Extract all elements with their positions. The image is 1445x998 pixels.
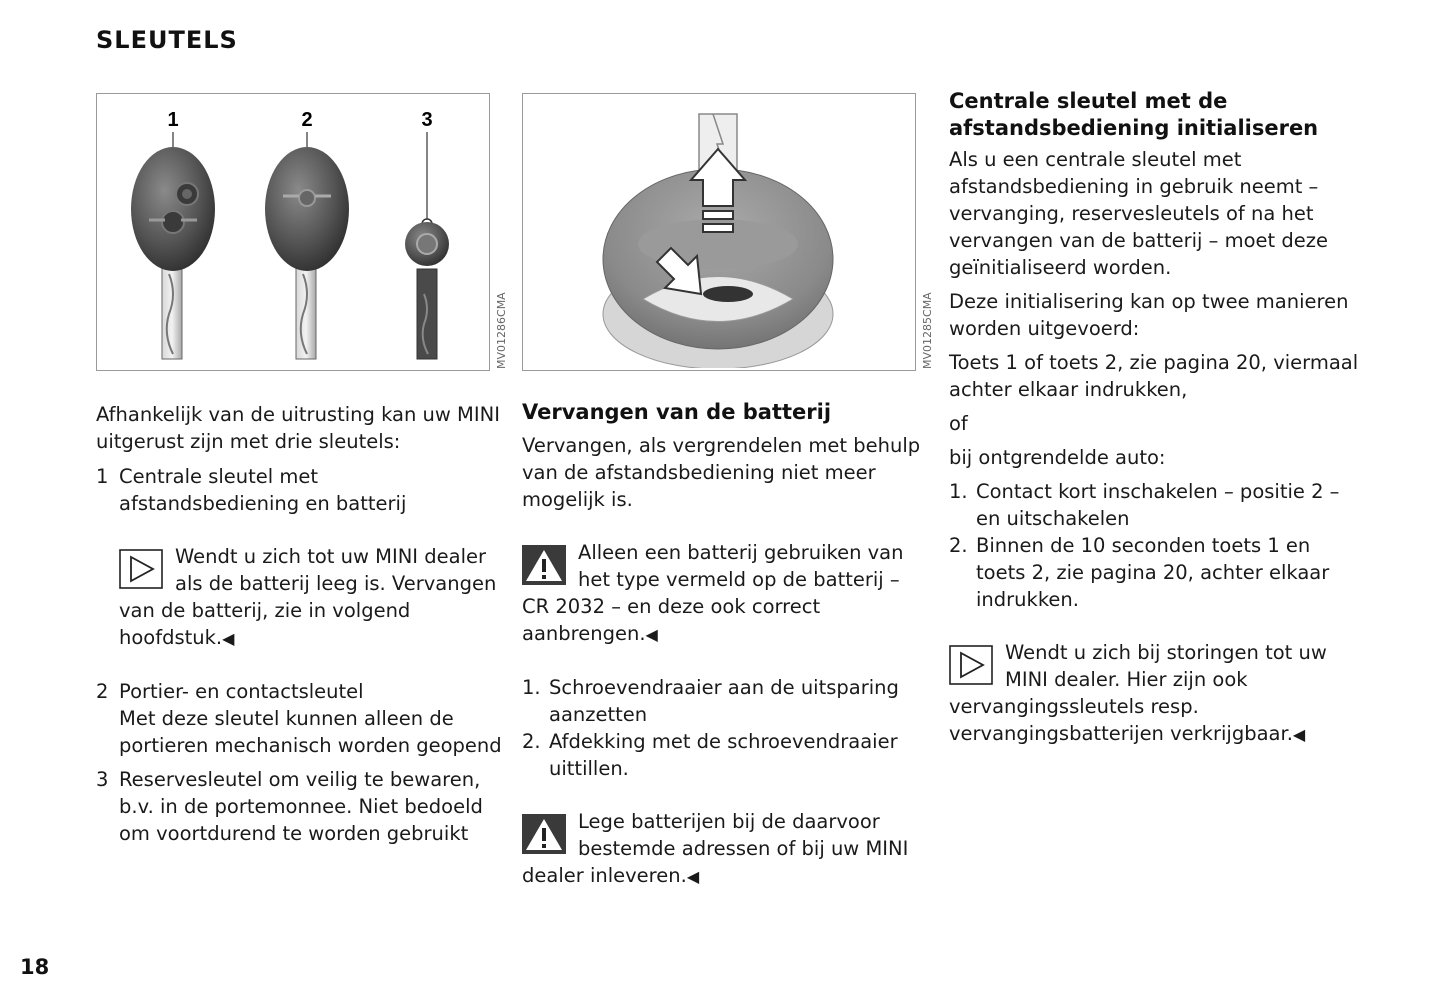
spare-key-3 <box>405 219 449 359</box>
paragraph: of <box>949 412 968 435</box>
warning-text: Lege batterijen bij de daarvoor bestemde adressen of bij uw MINI dealer inleveren. <box>522 810 909 887</box>
warning-block <box>522 539 932 648</box>
end-mark-icon: ◀ <box>686 867 700 886</box>
end-mark-icon: ◀ <box>645 625 658 644</box>
warning-block <box>522 808 932 890</box>
column-initialise <box>949 88 1361 748</box>
step-number: 1. <box>522 676 541 699</box>
list-item <box>96 463 504 517</box>
section-heading: Vervangen van de batterij <box>522 400 832 424</box>
figure-code: MV01285CMA <box>921 292 934 369</box>
page-title: SLEUTELS <box>96 26 238 54</box>
item-text: Portier- en contactsleutel <box>119 680 364 703</box>
figure-code: MV01286CMA <box>495 292 508 369</box>
paragraph: bij ontgrendelde auto: <box>949 446 1166 469</box>
item-number: 3 <box>96 768 109 791</box>
keys-illustration <box>97 94 487 368</box>
column-battery <box>522 399 932 890</box>
note-text: Wendt u zich bij storingen tot uw MINI dealer. Hier zijn ook vervangingssleutels resp. vervangingsbatterijen verkrijgbaar. <box>949 641 1327 745</box>
step-item <box>522 728 932 782</box>
item-subtext: Met deze sleutel kunnen alleen de portieren mechanisch worden geopend <box>119 707 502 757</box>
note-text: Wendt u zich tot uw MINI dealer als de batterij leeg is. Vervangen van de batterij, zie in volgend hoofdstuk. <box>119 545 497 649</box>
key-label-2: 2 <box>301 109 313 131</box>
end-mark-icon: ◀ <box>222 629 235 648</box>
note-icon <box>949 645 993 685</box>
intro-text: Vervangen, als vergrendelen met behulp van de afstandsbediening niet meer mogelijk is. <box>522 434 921 511</box>
door-ignition-key-2 <box>265 147 349 359</box>
keys-figure <box>96 93 508 371</box>
step-text: Afdekking met de schroevendraaier uittillen. <box>549 730 898 780</box>
note-block <box>949 639 1361 748</box>
battery-illustration <box>523 94 913 368</box>
intro-text: Afhankelijk van de uitrusting kan uw MINI uitgerust zijn met drie sleutels: <box>96 403 500 453</box>
step-text: Schroevendraaier aan de uitsparing aanzetten <box>549 676 899 726</box>
step-item <box>949 478 1361 532</box>
step-item <box>949 532 1361 613</box>
item-text: Reservesleutel om veilig te bewaren, b.v. in de portemonnee. Niet bedoeld om voortdurend te worden gebruikt <box>119 768 483 845</box>
step-number: 2. <box>522 730 541 753</box>
step-number: 1. <box>949 480 968 503</box>
column-keys <box>96 401 504 847</box>
section-heading: Centrale sleutel met de afstandsbediening initialiseren <box>949 89 1319 140</box>
list-item <box>96 766 504 847</box>
remote-key-1 <box>131 147 215 359</box>
step-item <box>522 674 932 728</box>
item-text: Centrale sleutel met afstandsbediening en batterij <box>119 465 407 515</box>
warning-text: Alleen een batterij gebruiken van het type vermeld op de batterij – CR 2032 – en deze ook correct aanbrengen. <box>522 541 904 645</box>
step-number: 2. <box>949 534 968 557</box>
paragraph: Toets 1 of toets 2, zie pagina 20, viermaal achter elkaar indrukken, <box>949 351 1359 401</box>
warning-icon <box>522 545 566 585</box>
warning-icon <box>522 814 566 854</box>
step-text: Contact kort inschakelen – positie 2 – en uitschakelen <box>976 480 1340 530</box>
paragraph: Deze initialisering kan op twee manieren worden uitgevoerd: <box>949 290 1349 340</box>
key-label-1: 1 <box>167 109 179 131</box>
item-number: 2 <box>96 680 109 703</box>
end-mark-icon: ◀ <box>1292 725 1306 744</box>
battery-figure <box>522 93 934 371</box>
paragraph: Als u een centrale sleutel met afstandsbediening in gebruik neemt – vervanging, reservesleutels of na het vervangen van de batterij – moet deze geïnitialiseerd worden. <box>949 148 1328 279</box>
item-number: 1 <box>96 465 109 488</box>
list-item <box>96 678 504 759</box>
page-number: 18 <box>20 955 50 979</box>
key-label-3: 3 <box>421 109 433 131</box>
step-text: Binnen de 10 seconden toets 1 en toets 2, zie pagina 20, achter elkaar indrukken. <box>976 534 1330 611</box>
note-icon <box>119 549 163 589</box>
note-block <box>96 543 504 652</box>
